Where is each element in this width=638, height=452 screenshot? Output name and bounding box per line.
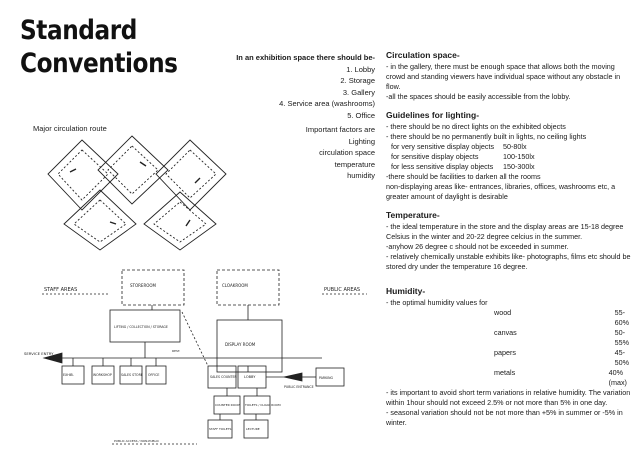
label-storeroom: STOREROOM bbox=[130, 283, 156, 288]
humidity-intro: - the optimal humidity values for bbox=[386, 298, 488, 307]
label-display-room: DISPLAY ROOM bbox=[225, 342, 256, 347]
exhibition-item-gallery: 3. Gallery bbox=[342, 87, 375, 97]
page-title bbox=[20, 14, 178, 80]
factors-heading: Important factors are bbox=[305, 125, 375, 134]
exhibition-heading: In an exhibition space there should be- bbox=[236, 53, 375, 62]
label-service-entry: SERVICE ENTRY bbox=[24, 351, 54, 356]
label-cloakroom-top: CLOAKROOM bbox=[222, 283, 248, 288]
humidity-line-2: - seasonal variation should not be not more than +5% in summer or -5% in winter. bbox=[386, 408, 623, 427]
sketch-room-4 bbox=[64, 190, 136, 250]
title-line-2: Conventions bbox=[20, 48, 178, 79]
lighting-row: for very sensitive display objects 50-80lx bbox=[391, 142, 527, 151]
exhibition-item-office: 5. Office bbox=[347, 110, 375, 120]
label-staff-toilets: STAFF TOILETS bbox=[209, 427, 232, 431]
factor-humidity: humidity bbox=[347, 171, 375, 181]
label-caption: PUBLIC ACCESS / NON-PUBLIC bbox=[114, 439, 160, 443]
humidity-row: metals 40% (max) bbox=[494, 368, 627, 387]
circulation-line-1: - in the gallery, there must be enough space that allows both the moving crowd and standing viewers have individual space without any obstacle in flow. bbox=[386, 62, 621, 91]
lighting-line-2: - there should be no permanently built in lights, no ceiling lights bbox=[386, 132, 587, 141]
exhibition-item-lobby: 1. Lobby bbox=[346, 64, 375, 74]
major-circulation-label: Major circulation route bbox=[33, 124, 107, 133]
factor-temperature: temperature bbox=[334, 159, 375, 169]
label-exhibition: EXHIB. bbox=[63, 373, 74, 377]
temperature-line-1: - the ideal temperature in the store and the display areas are 15-18 degree Celsius in the winter and 20-22 degree celcius in the summer. bbox=[386, 222, 624, 241]
museum-relationship-diagram bbox=[22, 262, 382, 450]
title-line-1: Standard bbox=[20, 15, 137, 46]
lighting-line-4: non-displaying areas like- entrances, libraries, offices, washrooms etc, a greater amount of daylight is desirable bbox=[386, 182, 616, 201]
label-lecture: LECTURE bbox=[246, 427, 260, 431]
important-factors-list bbox=[260, 124, 375, 182]
lighting-line-1: - there should be no direct lights on the exhibited objects bbox=[386, 122, 566, 131]
label-counter-room: COUNTER ROOM bbox=[215, 403, 241, 407]
label-workshop: WORKSHOP bbox=[93, 373, 112, 377]
label-public-areas: PUBLIC AREAS bbox=[324, 287, 361, 293]
label-staff-areas: STAFF AREAS bbox=[44, 287, 78, 293]
circulation-line-2: -all the spaces should be easily accessible from the lobby. bbox=[386, 92, 571, 101]
label-parking: PARKING bbox=[319, 376, 333, 380]
sketch-route-4 bbox=[74, 200, 126, 242]
sketch-room-5 bbox=[144, 192, 216, 250]
lighting-heading: Guidelines for lighting- bbox=[386, 110, 480, 120]
humidity-row: papers 45-50% bbox=[494, 348, 630, 367]
label-sales-store: SALES STORE bbox=[121, 373, 143, 377]
circulation-heading: Circulation space- bbox=[386, 50, 460, 60]
temperature-line-2: -anyhow 26 degree c should not be exceeded in summer. bbox=[386, 242, 569, 251]
lighting-line-3: -there should be facilities to darken all the rooms bbox=[386, 172, 541, 181]
label-public-entrance: PUBLIC ENTRANCE bbox=[284, 385, 314, 389]
factor-lighting: Lighting bbox=[348, 136, 375, 146]
exhibition-space-list bbox=[205, 52, 375, 122]
public-entrance-arrow bbox=[284, 373, 302, 381]
humidity-row: wood 55-60% bbox=[494, 308, 630, 327]
circulation-route-sketch bbox=[40, 132, 255, 252]
label-toilets: TOILETS / CLOAK ROOM bbox=[245, 403, 281, 407]
label-restaurant: REST. bbox=[172, 349, 181, 353]
label-lifting-room: LIFTING / COLLECTION / STORAGE bbox=[114, 325, 168, 329]
temperature-line-3: - relatively chemically unstable exhibits like- photographs, films etc should be stored dry under the temperature 16 degree. bbox=[386, 252, 631, 271]
lighting-row: for sensitive display objects 100-150lx bbox=[391, 152, 535, 161]
temperature-heading: Temperature- bbox=[386, 210, 440, 220]
lighting-row: for less sensitive display objects 150-300lx bbox=[391, 162, 535, 171]
factor-circulation: circulation space bbox=[319, 148, 375, 158]
humidity-row: canvas 50-55% bbox=[494, 328, 630, 347]
exhibition-item-service: 4. Service area (washrooms) bbox=[279, 99, 375, 109]
label-sales-counter: SALES COUNTER bbox=[210, 375, 237, 379]
guidelines-column bbox=[386, 50, 633, 428]
humidity-heading: Humidity- bbox=[386, 286, 426, 296]
exhibition-item-storage: 2. Storage bbox=[340, 76, 375, 86]
label-office: OFFICE bbox=[148, 373, 160, 377]
label-lobby: LOBBY bbox=[244, 375, 256, 379]
humidity-line-1: - its important to avoid short term variations in relative humidity. The variation within 1hour should not exceed 2.5% or not more than 5% in one day. bbox=[386, 388, 631, 407]
